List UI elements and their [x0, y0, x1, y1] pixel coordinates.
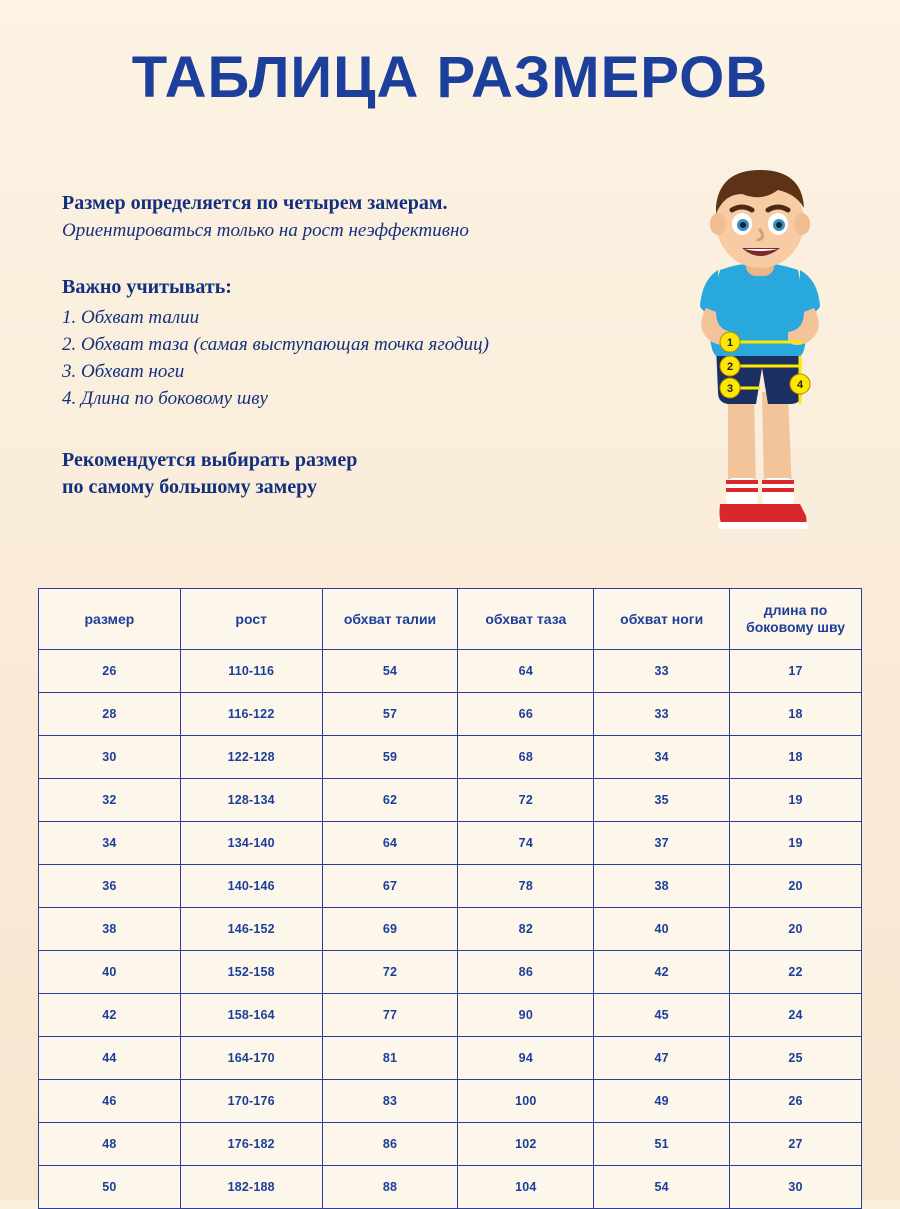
table-row	[39, 822, 862, 865]
cell-hips: 74	[458, 822, 594, 865]
cell-height: 164-170	[180, 1037, 322, 1080]
cell-height: 116-122	[180, 693, 322, 736]
cell-hips: 100	[458, 1080, 594, 1123]
cell-waist: 86	[322, 1123, 458, 1166]
column-header-leg: обхват ноги	[594, 589, 730, 650]
cell-size: 28	[39, 693, 181, 736]
table-row	[39, 951, 862, 994]
cell-waist: 62	[322, 779, 458, 822]
cell-side-seam: 19	[730, 822, 862, 865]
measurement-list	[62, 305, 662, 413]
page-title: ТАБЛИЦА РАЗМЕРОВ	[131, 45, 769, 110]
cell-size: 30	[39, 736, 181, 779]
cell-hips: 86	[458, 951, 594, 994]
intro-bold-line: Размер определяется по четырем замерам.	[62, 192, 448, 214]
cell-side-seam: 24	[730, 994, 862, 1037]
cell-size: 50	[39, 1166, 181, 1209]
cell-height: 122-128	[180, 736, 322, 779]
cell-height: 176-182	[180, 1123, 322, 1166]
cell-side-seam: 19	[730, 779, 862, 822]
cell-side-seam: 18	[730, 736, 862, 779]
cell-side-seam: 30	[730, 1166, 862, 1209]
table-row	[39, 865, 862, 908]
cell-waist: 64	[322, 822, 458, 865]
svg-text:4: 4	[796, 379, 804, 391]
cell-waist: 54	[322, 650, 458, 693]
cell-size: 44	[39, 1037, 181, 1080]
cell-leg: 34	[594, 736, 730, 779]
cell-side-seam: 20	[730, 865, 862, 908]
cell-hips: 94	[458, 1037, 594, 1080]
cell-hips: 66	[458, 693, 594, 736]
cell-height: 182-188	[180, 1166, 322, 1209]
cell-height: 152-158	[180, 951, 322, 994]
cell-waist: 72	[322, 951, 458, 994]
cell-height: 170-176	[180, 1080, 322, 1123]
marker-3	[720, 378, 740, 398]
cell-waist: 81	[322, 1037, 458, 1080]
column-header-hips: обхват таза	[458, 589, 594, 650]
intro-italic-line: Ориентироваться только на рост неэффективно	[62, 220, 469, 241]
cell-height: 146-152	[180, 908, 322, 951]
recommendation-line-2: по самому большому замеру	[62, 475, 318, 498]
cell-side-seam: 18	[730, 693, 862, 736]
table-row	[39, 779, 862, 822]
table-row	[39, 908, 862, 951]
cell-hips: 90	[458, 994, 594, 1037]
cell-side-seam: 20	[730, 908, 862, 951]
svg-text:3: 3	[726, 383, 734, 395]
cell-leg: 54	[594, 1166, 730, 1209]
cell-hips: 78	[458, 865, 594, 908]
cell-waist: 67	[322, 865, 458, 908]
cell-size: 36	[39, 865, 181, 908]
cell-hips: 82	[458, 908, 594, 951]
column-header-size: размер	[39, 589, 181, 650]
cell-hips: 102	[458, 1123, 594, 1166]
table-row	[39, 650, 862, 693]
cell-size: 46	[39, 1080, 181, 1123]
svg-text:2: 2	[726, 361, 734, 373]
marker-2	[720, 356, 740, 376]
column-header-side-seam	[730, 589, 862, 650]
cell-size: 34	[39, 822, 181, 865]
table-row	[39, 1080, 862, 1123]
cell-leg: 38	[594, 865, 730, 908]
cell-height: 140-146	[180, 865, 322, 908]
cell-waist: 57	[322, 693, 458, 736]
svg-text:1: 1	[726, 337, 734, 349]
boy-illustration	[650, 160, 870, 570]
cell-leg: 49	[594, 1080, 730, 1123]
cell-leg: 47	[594, 1037, 730, 1080]
list-item: 2. Обхват таза (самая выступающая точка ягодиц)	[62, 333, 489, 355]
cell-waist: 59	[322, 736, 458, 779]
table-row	[39, 994, 862, 1037]
cell-leg: 42	[594, 951, 730, 994]
cell-height: 134-140	[180, 822, 322, 865]
cell-leg: 33	[594, 650, 730, 693]
cell-hips: 72	[458, 779, 594, 822]
size-table	[38, 588, 862, 1209]
cell-height: 110-116	[180, 650, 322, 693]
table-row	[39, 1123, 862, 1166]
table-row	[39, 693, 862, 736]
cell-leg: 35	[594, 779, 730, 822]
column-header-waist: обхват талии	[322, 589, 458, 650]
cell-leg: 37	[594, 822, 730, 865]
cell-leg: 45	[594, 994, 730, 1037]
cell-waist: 83	[322, 1080, 458, 1123]
cell-side-seam: 26	[730, 1080, 862, 1123]
list-item: 4. Длина по боковому шву	[62, 387, 268, 409]
cell-waist: 69	[322, 908, 458, 951]
cell-side-seam: 17	[730, 650, 862, 693]
cell-leg: 33	[594, 693, 730, 736]
marker-1	[720, 332, 740, 352]
recommendation-block	[62, 447, 662, 501]
column-header-height: рост	[180, 589, 322, 650]
cell-size: 26	[39, 650, 181, 693]
cell-size: 38	[39, 908, 181, 951]
cell-height: 128-134	[180, 779, 322, 822]
cell-waist: 88	[322, 1166, 458, 1209]
marker-4	[790, 374, 810, 394]
cell-leg: 40	[594, 908, 730, 951]
cell-height: 158-164	[180, 994, 322, 1037]
important-heading: Важно учитывать:	[62, 276, 232, 298]
cell-waist: 77	[322, 994, 458, 1037]
cell-leg: 51	[594, 1123, 730, 1166]
cell-size: 48	[39, 1123, 181, 1166]
intro-block	[62, 192, 662, 501]
side-seam-line-2: боковому шву	[746, 619, 845, 635]
cell-side-seam: 22	[730, 951, 862, 994]
cell-hips: 64	[458, 650, 594, 693]
table-row	[39, 736, 862, 779]
table-header-row	[39, 589, 862, 650]
recommendation-line-1: Рекомендуется выбирать размер	[62, 448, 358, 471]
cell-side-seam: 27	[730, 1123, 862, 1166]
table-row	[39, 1037, 862, 1080]
cell-hips: 104	[458, 1166, 594, 1209]
cell-size: 32	[39, 779, 181, 822]
list-item: 3. Обхват ноги	[62, 360, 185, 382]
side-seam-line-1: длина по	[763, 602, 828, 619]
cell-size: 42	[39, 994, 181, 1037]
cell-hips: 68	[458, 736, 594, 779]
cell-side-seam: 25	[730, 1037, 862, 1080]
cell-size: 40	[39, 951, 181, 994]
table-row	[39, 1166, 862, 1209]
list-item: 1. Обхват талии	[62, 307, 200, 328]
